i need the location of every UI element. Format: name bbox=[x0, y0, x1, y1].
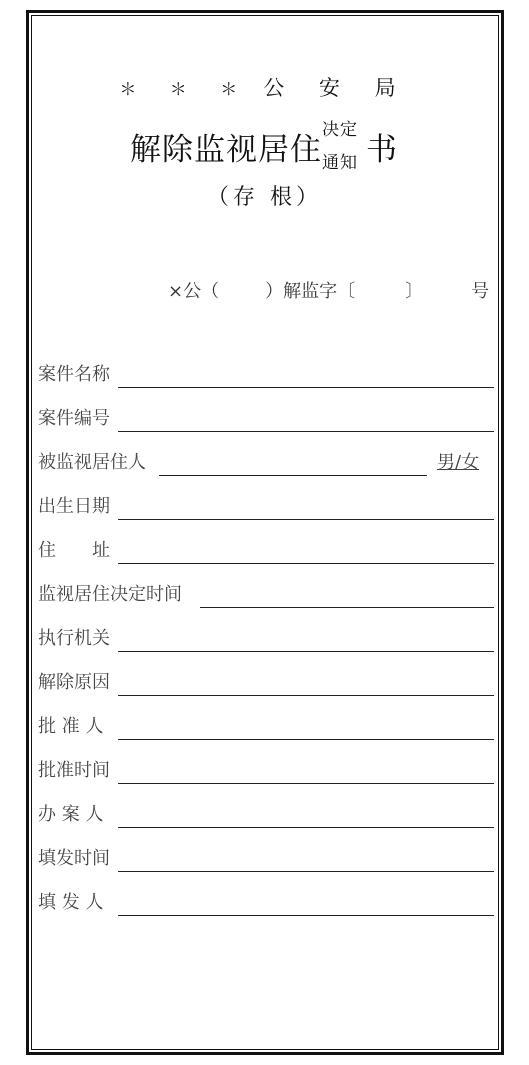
field-label: 批准时间 bbox=[38, 760, 110, 781]
docnum-prefix: ×公（ bbox=[168, 281, 220, 302]
field-label: 批 准 人 bbox=[38, 716, 104, 737]
field-input-line[interactable] bbox=[118, 827, 494, 828]
field-label: 被监视居住人 bbox=[38, 452, 146, 473]
field-label: 出生日期 bbox=[38, 496, 110, 517]
field-label: 解除原因 bbox=[38, 672, 110, 693]
gender-option[interactable]: 男/女 bbox=[437, 452, 480, 473]
title-main: 解除监视居住 bbox=[130, 132, 322, 168]
field-input-line[interactable] bbox=[118, 871, 494, 872]
field-label: 案件编号 bbox=[38, 408, 110, 429]
field-input-line[interactable] bbox=[118, 563, 494, 564]
field-input-line[interactable] bbox=[118, 739, 494, 740]
document-number bbox=[168, 277, 489, 303]
stub-label: （存 根） bbox=[207, 185, 322, 210]
field-label: 执行机关 bbox=[38, 628, 110, 649]
title-option-notice: 通知 bbox=[322, 153, 358, 173]
field-input-line[interactable] bbox=[118, 431, 494, 432]
field-input-line[interactable] bbox=[118, 695, 494, 696]
field-label: 监视居住决定时间 bbox=[38, 584, 182, 605]
docnum-suffix: 号 bbox=[471, 281, 490, 302]
title-option-decision: 决定 bbox=[322, 120, 358, 140]
agency-placeholder-stars: ＊ ＊ ＊ bbox=[119, 80, 252, 100]
agency-header bbox=[0, 72, 529, 102]
field-input-line[interactable] bbox=[118, 519, 494, 520]
title-end: 书 bbox=[366, 132, 398, 168]
field-label: 填发时间 bbox=[38, 848, 110, 869]
field-input-line[interactable] bbox=[200, 607, 494, 608]
field-label: 住 址 bbox=[38, 540, 110, 561]
field-label: 案件名称 bbox=[38, 364, 110, 385]
document-title bbox=[130, 120, 398, 173]
field-input-line[interactable] bbox=[159, 475, 427, 476]
docnum-bracket-close: 〕 bbox=[405, 281, 424, 302]
field-input-line[interactable] bbox=[118, 915, 494, 916]
field-label: 办 案 人 bbox=[38, 804, 104, 825]
title-option-stack bbox=[322, 120, 366, 173]
field-input-line[interactable] bbox=[118, 651, 494, 652]
field-input-line[interactable] bbox=[118, 387, 494, 388]
docnum-middle: ）解监字〔 bbox=[265, 281, 356, 302]
field-label: 填 发 人 bbox=[38, 892, 104, 913]
agency-name: 公 安 局 bbox=[263, 76, 410, 100]
field-input-line[interactable] bbox=[118, 783, 494, 784]
